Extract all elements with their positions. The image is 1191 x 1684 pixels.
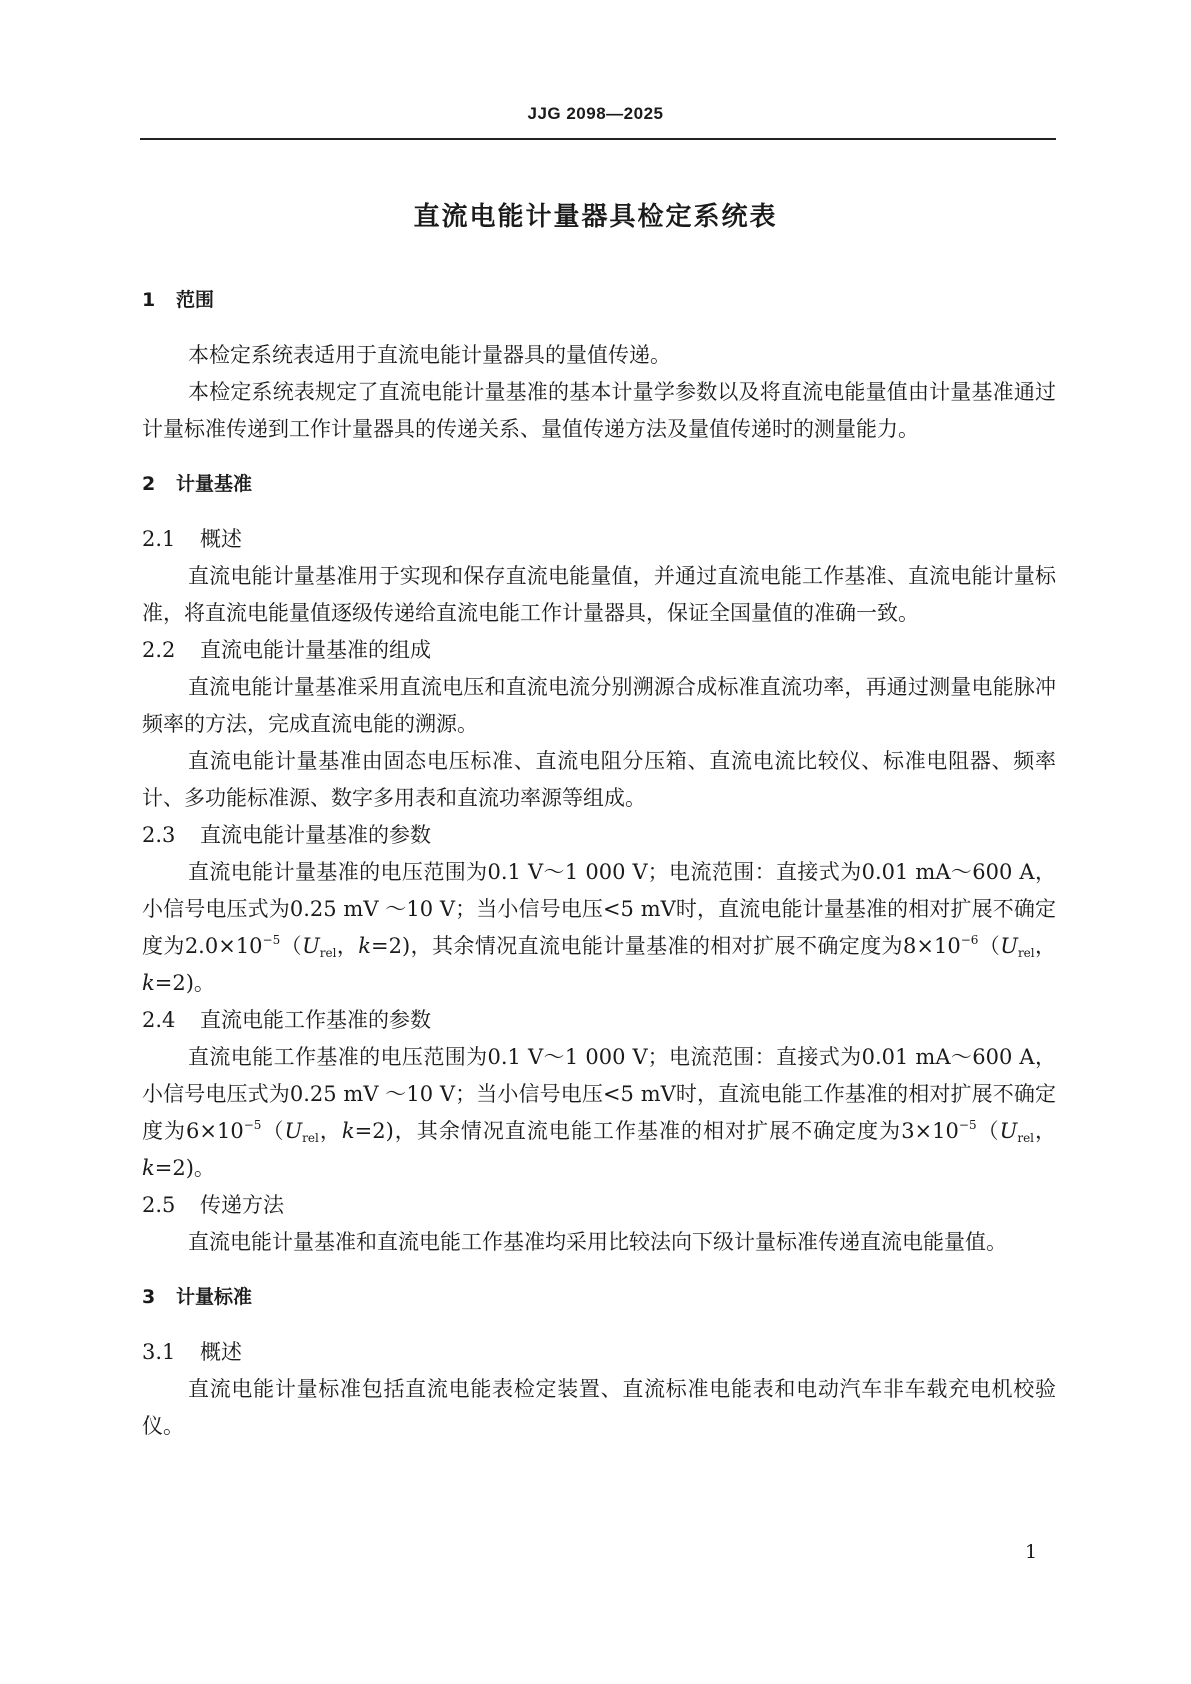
subsection-2-5-heading: 2.5 传递方法: [142, 1193, 284, 1217]
subsection-2-4-heading: 2.4 直流电能工作基准的参数: [142, 1008, 431, 1032]
section-3-heading: [142, 1279, 1056, 1316]
paragraph: 直流电能计量基准采用直流电压和直流电流分别溯源合成标准直流功率，再通过测量电能脉冲频率的方法，完成直流电能的溯源。: [142, 675, 1056, 736]
section-number: 2: [142, 473, 156, 495]
header-rule: [140, 138, 1056, 140]
paragraph: 本检定系统表规定了直流电能计量基准的基本计量学参数以及将直流电能量值由计量基准通过计量标准传递到工作计量器具的传递关系、量值传递方法及量值传递时的测量能力。: [142, 380, 1056, 441]
section-1-heading: [142, 282, 1056, 319]
standard-code-header: JJG 2098—2025: [527, 104, 664, 123]
paragraph: 直流电能计量基准和直流电能工作基准均采用比较法向下级计量标准传递直流电能量值。: [188, 1230, 1007, 1254]
subsection-3-1-heading: 3.1 概述: [142, 1340, 242, 1364]
paragraph: 直流电能计量基准由固态电压标准、直流电阻分压箱、直流电流比较仪、标准电阻器、频率计、多功能标准源、数字多用表和直流功率源等组成。: [142, 749, 1056, 810]
section-number: 1: [142, 289, 156, 311]
section-2-heading: [142, 466, 1056, 503]
section-title: 计量标准: [176, 1286, 253, 1308]
document-title: 直流电能计量器具检定系统表: [413, 202, 778, 232]
section-title: 计量基准: [176, 473, 253, 495]
paragraph-2-4: 直流电能工作基准的电压范围为0.1 V～1 000 V；电流范围：直接式为0.01 mA～600 A，小信号电压式为0.25 mV ～10 V；当小信号电压<5 mV时，直流电能工作基准的相对扩展不确定度为$6\times 10^{-5}(U_{rel}$，k=2)，其余情况直流电能工作基准的相对扩展不确定度为$3\times 10^{-5}(U_{rel}$，k=2)。: [142, 1045, 1057, 1180]
paragraph: 直流电能计量基准用于实现和保存直流电能量值，并通过直流电能工作基准、直流电能计量标准，将直流电能量值逐级传递给直流电能工作计量器具，保证全国量值的准确一致。: [142, 564, 1056, 625]
subsection-2-2-heading: 2.2 直流电能计量基准的组成: [142, 638, 431, 662]
paragraph: 直流电能计量标准包括直流电能表检定装置、直流标准电能表和电动汽车非车载充电机校验仪。: [142, 1377, 1056, 1438]
subsection-2-1-heading: 2.1 概述: [142, 527, 242, 551]
section-title: 范围: [176, 289, 215, 311]
page-number: 1: [1025, 1541, 1038, 1563]
subsection-2-3-heading: 2.3 直流电能计量基准的参数: [142, 823, 431, 847]
paragraph: 本检定系统表适用于直流电能计量器具的量值传递。: [188, 343, 671, 367]
section-number: 3: [142, 1286, 156, 1308]
document-body: [142, 282, 1056, 1445]
paragraph-2-3: 直流电能计量基准的电压范围为0.1 V～1 000 V；电流范围：直接式为0.01 mA～600 A，小信号电压式为0.25 mV ～10 V；当小信号电压<5 mV时，直流电能计量基准的相对扩展不确定度为$2.0\times 10^{-5}(U_{rel}$，k=2)，其余情况直流电能计量基准的相对扩展不确定度为$8\times 10^{-6}(U_{rel}$，k=2)。: [142, 860, 1057, 995]
